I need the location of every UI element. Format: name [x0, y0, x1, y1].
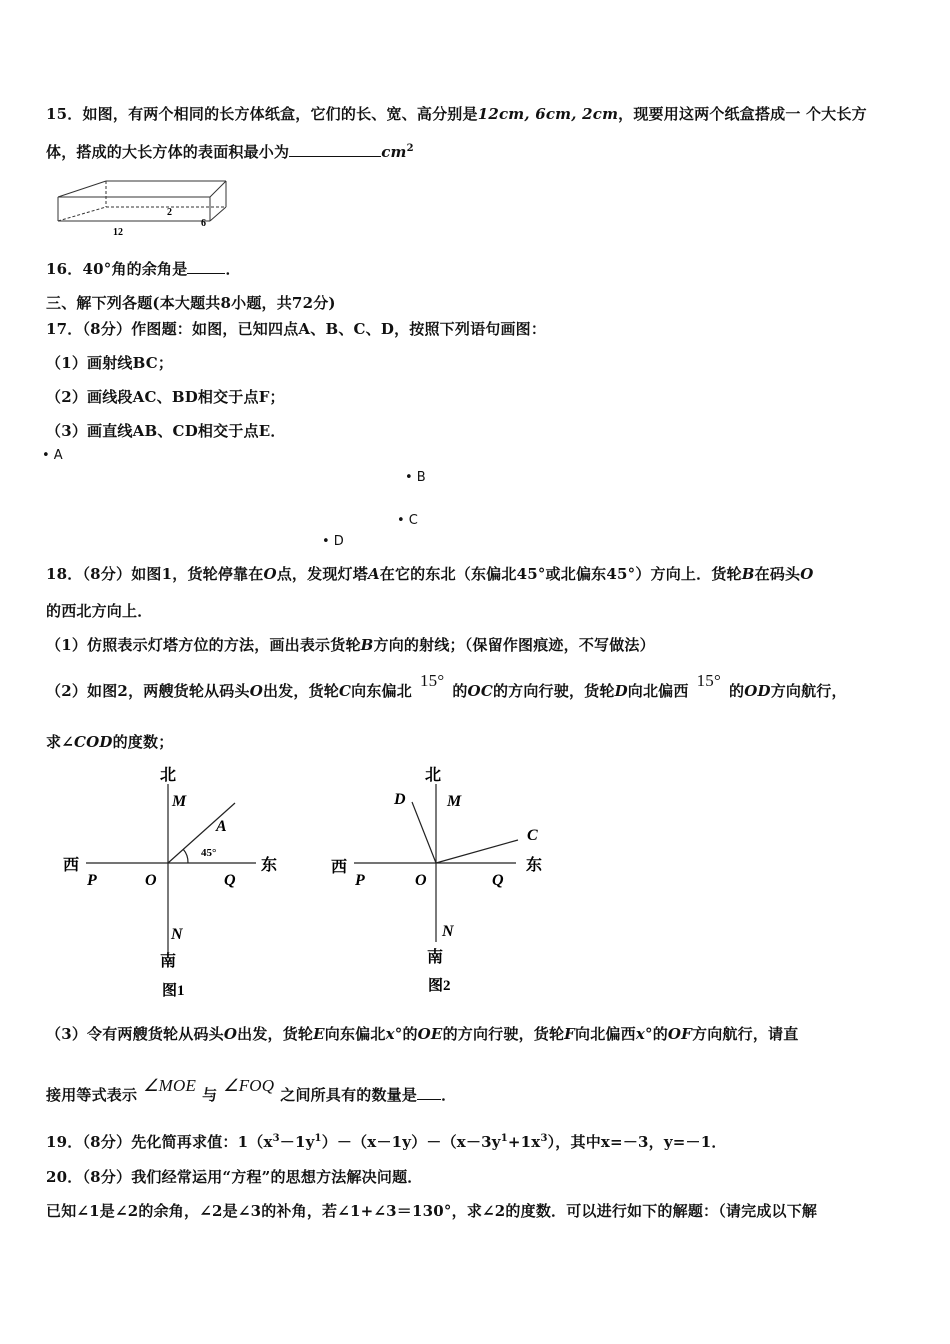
q18-p3-t5: 的方向行驶，货轮: [442, 1025, 565, 1043]
q15-unit-sup: 2: [406, 143, 414, 154]
fig1-west: 西: [63, 857, 80, 874]
q18-part2-line2: [46, 731, 173, 752]
fig2-west: 西: [331, 859, 348, 876]
q19-sup1: 3: [272, 1133, 280, 1144]
q18-b: B: [741, 565, 755, 583]
fig1-a: A: [216, 818, 227, 835]
q16-line: [46, 258, 241, 279]
point-b: • B: [405, 470, 426, 485]
q18-t4: 在码头: [754, 565, 801, 583]
q18-t1: 18．（8分）如图1，货轮停靠在: [46, 565, 264, 583]
point-a: • A: [42, 448, 63, 463]
fig1-n: N: [171, 926, 183, 943]
fig2-caption: 图2: [428, 978, 451, 994]
q19-t2: －1y: [279, 1133, 315, 1151]
q18-t3: 在它的东北（东偏北45°或北偏东45°）方向上．货轮: [379, 565, 742, 583]
q17-part2: （2）画线段AC、BD相交于点F；: [46, 388, 285, 406]
q18-p3-l2-t3: 之间所具有的数量是: [280, 1086, 418, 1104]
q18-t2: 点，发现灯塔: [276, 565, 368, 583]
q18-p2-c: C: [338, 682, 352, 700]
q18-p3-x2: x: [635, 1025, 645, 1043]
figure-1: [58, 762, 288, 1002]
fig2-east: 东: [526, 857, 543, 874]
q18-p3-o: O: [223, 1025, 238, 1043]
q18-p2-l2-t1: 求∠: [46, 733, 74, 751]
q19-line: [46, 1131, 727, 1152]
box-width-label: 6: [201, 218, 206, 229]
fig2-south: 南: [427, 949, 444, 966]
q18-p3-of: OF: [667, 1025, 693, 1043]
fig1-q: Q: [224, 872, 236, 889]
q18-p2-oc: OC: [467, 682, 493, 700]
q18-p2-deg1: 15°: [419, 671, 445, 690]
fig1-m: M: [172, 793, 187, 810]
q15-dims: 12cm, 6cm, 2cm: [477, 105, 619, 123]
q18-o2: O: [800, 565, 814, 583]
fig1-caption: 图1: [162, 983, 185, 999]
q18-p1-b: B: [360, 636, 374, 654]
box-length-label: 12: [113, 227, 123, 238]
q18-p3-t8: 方向航行，请直: [692, 1025, 799, 1043]
q18-p1-t1: （1）仿照表示灯塔方位的方法，画出表示货轮: [46, 636, 361, 654]
q15-unit: cm: [381, 143, 407, 161]
q18-p3-x1: x: [385, 1025, 395, 1043]
q15-text-b: ，现要用这两个纸盒搭成一 个大长方: [618, 105, 867, 123]
q18-p2-o: O: [249, 682, 263, 700]
angle-moe: ∠MOE: [143, 1076, 197, 1095]
fig2-m: M: [447, 793, 462, 810]
q18-part1: [46, 634, 655, 655]
q16-end: ．: [225, 260, 241, 278]
fig1-east: 东: [261, 857, 278, 874]
answer-blank[interactable]: [289, 142, 381, 157]
q19-sup3: 1: [500, 1133, 508, 1144]
fig2-d: D: [394, 791, 406, 808]
q19-t3: ）－（x－1y）－（x－3y: [321, 1133, 501, 1151]
q19-sup4: 3: [540, 1133, 548, 1144]
q18-p3-l2-t4: ．: [441, 1086, 457, 1104]
q18-p3-t3: 向东偏北: [324, 1025, 386, 1043]
q18-p1-t2: 方向的射线；（保留作图痕迹，不写做法）: [373, 636, 655, 654]
q18-p3-t1: （3）令有两艘货轮从码头: [46, 1025, 224, 1043]
q18-line1: [46, 563, 814, 584]
q15-text-c: 体，搭成的大长方体的表面积最小为: [46, 143, 290, 161]
fig1-south: 南: [160, 953, 177, 970]
q18-p3-l2-t2: 与: [202, 1086, 218, 1104]
q18-p3-f: F: [564, 1025, 576, 1043]
fig2-p: P: [355, 872, 365, 889]
q18-p2-t1: （2）如图2，两艘货轮从码头: [46, 682, 250, 700]
q18-p2-t4: 的: [452, 682, 468, 700]
q15-line2: [46, 141, 414, 162]
q18-p3-e: E: [313, 1025, 325, 1043]
section-title: 三、解下列各题(本大题共8小题，共72分): [46, 294, 336, 312]
q18-p2-d: D: [614, 682, 628, 700]
q18-part3: [46, 1023, 798, 1044]
point-c: • C: [397, 513, 418, 528]
q18-p2-t5: 的方向行驶，货轮: [492, 682, 615, 700]
q17-stem: 17．（8分）作图题：如图，已知四点A、B、C、D，按照下列语句画图：: [46, 320, 547, 338]
fig1-o: O: [145, 872, 157, 889]
fig2-q: Q: [492, 872, 504, 889]
q18-line2: 的西北方向上．: [46, 602, 153, 620]
q15-text-a: 15．如图，有两个相同的长方体纸盒，它们的长、宽、高分别是: [46, 105, 478, 123]
answer-blank[interactable]: [417, 1085, 441, 1100]
q18-a: A: [367, 565, 380, 583]
figure-2: [328, 762, 558, 1002]
q19-t4: +1x: [507, 1133, 541, 1151]
q18-p2-l2-t2: 的度数；: [112, 733, 174, 751]
q18-p2-t7: 的: [729, 682, 745, 700]
q18-p2-cod: COD: [73, 733, 113, 751]
fig1-north: 北: [160, 767, 177, 784]
q17-part1: （1）画射线BC；: [46, 354, 174, 372]
q19-t5: ），其中x=－3，y=－1．: [547, 1133, 727, 1151]
q18-p2-deg2: 15°: [696, 671, 721, 690]
box-height-label: 2: [167, 207, 172, 218]
q18-p3-t4: °的: [394, 1025, 418, 1043]
q18-p2-t8: 方向航行，: [770, 682, 847, 700]
fig2-north: 北: [425, 767, 442, 784]
q19-sup2: 1: [314, 1133, 322, 1144]
q18-p2-t3: 向东偏北: [351, 682, 412, 700]
q18-p3-t2: 出发，货轮: [237, 1025, 314, 1043]
q18-p3-oe: OE: [417, 1025, 443, 1043]
q18-p3-l2-t1: 接用等式表示: [46, 1086, 138, 1104]
q18-p3-t7: °的: [645, 1025, 668, 1043]
q18-part3-line2: [46, 1076, 457, 1105]
q18-part2: [46, 671, 847, 701]
q17-part3: （3）画直线AB、CD相交于点E．: [46, 422, 286, 440]
q20-line2: 已知∠1是∠2的余角，∠2是∠3的补角，若∠1+∠3＝130°，求∠2的度数．可以进行如下的解题：（请完成以下解: [46, 1202, 818, 1220]
q18-p2-t2: 出发，货轮: [262, 682, 339, 700]
q18-p2-t6: 向北偏西: [627, 682, 689, 700]
fig2-c: C: [527, 827, 538, 844]
q18-o: O: [263, 565, 277, 583]
angle-foq: ∠FOQ: [223, 1076, 275, 1095]
fig2-o: O: [415, 872, 427, 889]
fig1-p: P: [87, 872, 97, 889]
q18-p3-t6: 向北偏西: [575, 1025, 636, 1043]
q18-p2-od: OD: [744, 682, 771, 700]
q16-text: 16．40°角的余角是: [46, 260, 188, 278]
answer-blank[interactable]: [187, 259, 225, 274]
fig2-n: N: [442, 923, 454, 940]
q15-line1: [46, 103, 867, 124]
box-figure: [50, 177, 235, 239]
point-d: • D: [322, 534, 344, 549]
fig1-angle: 45°: [201, 847, 217, 859]
q19-t1: 19．（8分）先化简再求值：1（x: [46, 1133, 273, 1151]
q20-stem: 20．（8分）我们经常运用“方程”的思想方法解决问题．: [46, 1168, 423, 1186]
